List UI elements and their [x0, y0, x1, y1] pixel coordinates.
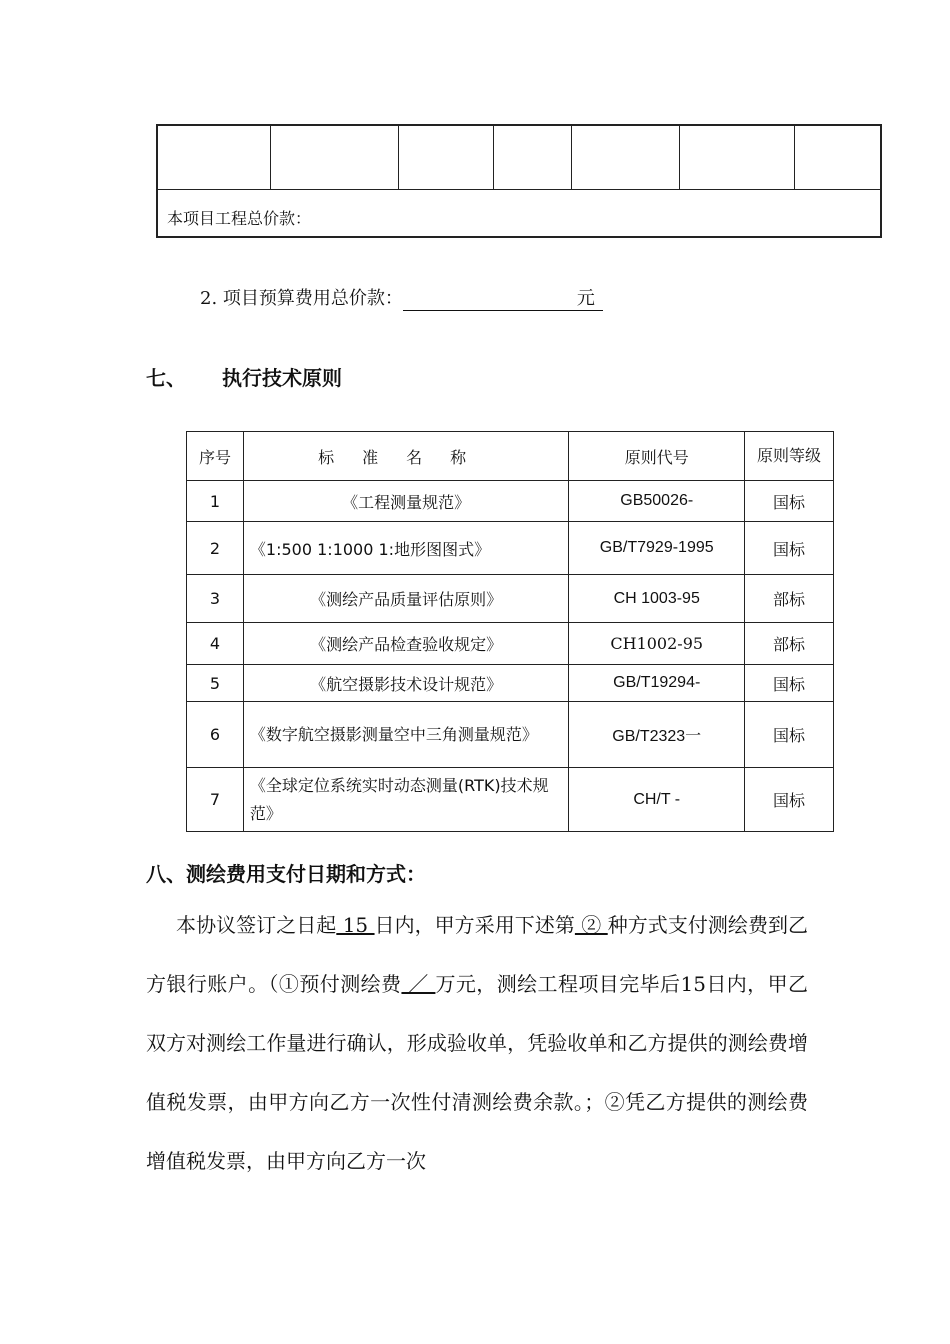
row-no: 5 — [187, 665, 244, 702]
row-no: 4 — [187, 623, 244, 665]
payment-text-1: 本协议签订之日起 — [176, 913, 337, 937]
table-row — [187, 575, 834, 623]
row-name: 《工程测量规范》 — [243, 481, 568, 522]
table-row — [187, 481, 834, 522]
payment-days: 15 — [336, 913, 375, 937]
row-level: 国标 — [745, 665, 834, 702]
payment-text — [146, 896, 808, 1191]
row-code: GB50026- — [569, 481, 745, 522]
row-no: 3 — [187, 575, 244, 623]
column-divider — [398, 126, 399, 189]
payment-choice: ② — [574, 913, 608, 937]
section-7-heading — [146, 362, 342, 391]
prepay-amount: ／ — [401, 972, 436, 996]
header-code: 原则代号 — [569, 432, 745, 481]
standards-table — [186, 431, 834, 832]
header-no: 序号 — [187, 432, 244, 481]
row-name: 《数字航空摄影测量空中三角测量规范》 — [243, 702, 568, 768]
row-code: CH1002-95 — [569, 623, 745, 665]
column-divider — [270, 126, 271, 189]
budget-line — [200, 284, 603, 311]
table-row — [187, 768, 834, 832]
table-row — [187, 522, 834, 575]
column-divider — [794, 126, 795, 189]
payment-text-2: 日内，甲方采用下述第 — [374, 913, 575, 937]
row-no: 6 — [187, 702, 244, 768]
project-price-table — [156, 124, 882, 238]
row-code: CH 1003-95 — [569, 575, 745, 623]
column-divider — [571, 126, 572, 189]
row-code: CH/T - — [569, 768, 745, 832]
header-name: 标准名称 — [243, 432, 568, 481]
row-level: 国标 — [745, 481, 834, 522]
row-code: GB/T19294- — [569, 665, 745, 702]
row-code: GB/T7929-1995 — [569, 522, 745, 575]
payment-text-4: 万元，测绘工程项目完毕后15日内，甲乙双方对测绘工作量进行确认，形成验收单，凭验收单和乙方提供的测绘费增值税发票，由甲方向乙方一次性付清测绘费余款。；②凭乙方提供的测绘费增值税发票，由甲方向乙方一次 — [146, 972, 809, 1173]
table-header-row — [187, 432, 834, 481]
payment-paragraph — [146, 896, 808, 1191]
column-divider — [679, 126, 680, 189]
row-level: 国标 — [745, 702, 834, 768]
budget-label: 2. 项目预算费用总价款： — [200, 288, 403, 309]
payment-text-3: 种方式支付测绘费到乙方银行账户。（①预付测绘费 — [146, 913, 809, 996]
section-8-heading: 八、测绘费用支付日期和方式： — [146, 862, 426, 886]
table-row — [187, 702, 834, 768]
row-no: 7 — [187, 768, 244, 832]
section-7-number: 七、 — [146, 366, 186, 390]
row-name: 《测绘产品质量评估原则》 — [243, 575, 568, 623]
budget-amount-blank — [403, 284, 603, 311]
total-price-label: 本项目工程总价款： — [167, 209, 312, 228]
row-level: 国标 — [745, 522, 834, 575]
header-level: 原则等级 — [745, 432, 834, 481]
row-name: 《1:500 1:1000 1:地形图图式》 — [243, 522, 568, 575]
row-name: 《全球定位系统实时动态测量(RTK)技术规范》 — [243, 768, 568, 832]
table-row — [187, 665, 834, 702]
row-level: 部标 — [745, 623, 834, 665]
row-level: 部标 — [745, 575, 834, 623]
row-no: 2 — [187, 522, 244, 575]
column-divider — [493, 126, 494, 189]
section-7-title: 执行技术原则 — [222, 366, 342, 390]
row-code: GB/T2323一 — [569, 702, 745, 768]
row-name: 《测绘产品检查验收规定》 — [243, 623, 568, 665]
table-row — [187, 623, 834, 665]
row-level: 国标 — [745, 768, 834, 832]
row-no: 1 — [187, 481, 244, 522]
empty-table-row — [158, 126, 880, 190]
budget-unit: 元 — [576, 288, 595, 309]
row-name: 《航空摄影技术设计规范》 — [243, 665, 568, 702]
